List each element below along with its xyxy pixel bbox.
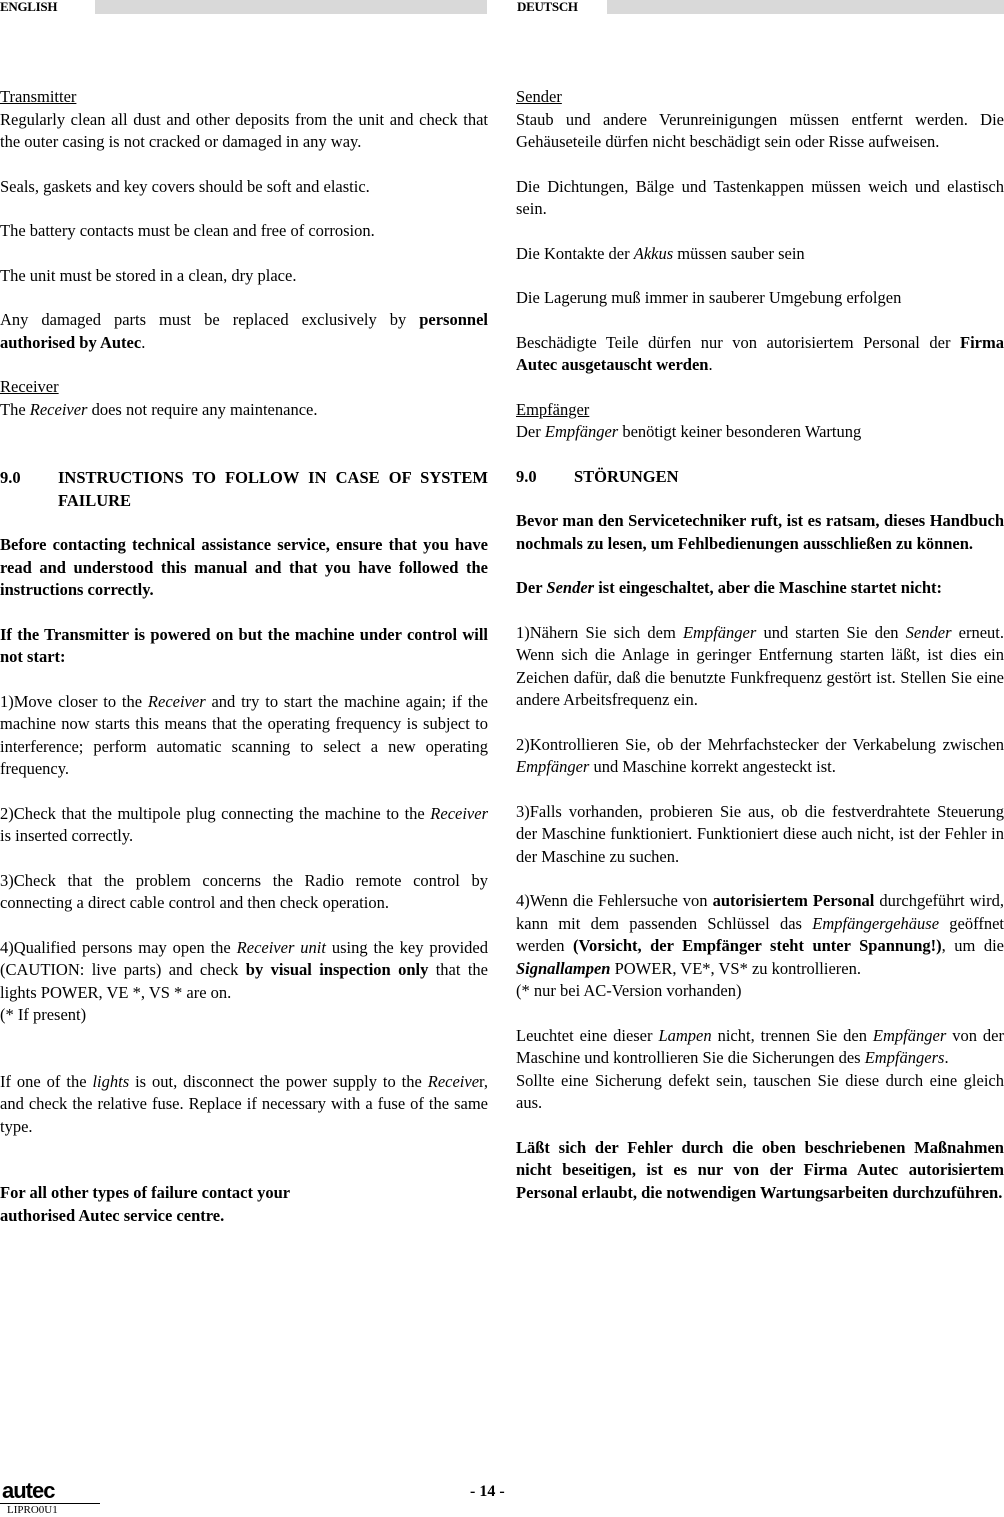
empfaenger-heading: Empfänger (516, 399, 590, 419)
en-step-4-note: (* If present) (0, 1005, 87, 1024)
svg-text:autec: autec (2, 1482, 55, 1502)
de-step-2: 2)Kontrollieren Sie, ob der Mehrfachstecker der Verkabelung zwischen Empfänger und Maschine korrekt angesteckt ist. (516, 734, 1004, 776)
en-section-heading: 9.0 INSTRUCTIONS TO FOLLOW IN CASE OF SYSTEM FAILURE (0, 468, 488, 510)
de-para-fuse: Sollte eine Sicherung defekt sein, tauschen Sie diese durch eine gleich aus. (516, 1070, 1004, 1112)
de-para-storage: Die Lagerung muß immer in sauberer Umgebung erfolgen (516, 288, 902, 307)
en-final-line-2: authorised Autec service centre. (0, 1205, 225, 1225)
header-lang-english: ENGLISH (0, 0, 58, 14)
de-step-1: 1)Nähern Sie sich dem Empfänger und starten Sie den Sender erneut. Wenn sich die Anlage in geringer Entfernung starten läßt, ist dies ein Zeichen dafür, daß die benutzte Funkfrequenz gestört ist. Stellen Sie eine andere Arbeitsfrequenz ein. (516, 622, 1004, 709)
header-lang-deutsch: DEUTSCH (517, 0, 578, 14)
de-para-receiver: Der Empfänger benötigt keiner besonderen Wartung (516, 422, 862, 441)
en-step-4: 4)Qualified persons may open the Receiver unit using the key provided (CAUTION: live parts) and check by visual inspection only that the lights POWER, VE *, VS * are on. (0, 937, 489, 1002)
en-para-clean: Regularly clean all dust and other deposits from the unit and check that the outer casing is not cracked or damaged in any way. (0, 109, 488, 151)
document-code: LIPRO0U1 (0, 1503, 100, 1517)
en-para-receiver: The Receiver does not require any maintenance. (0, 399, 318, 419)
de-para-lamps: Leuchtet eine dieser Lampen nicht, trennen Sie den Empfänger von der Maschine und kontrollieren Sie die Sicherungen des Empfängers. (516, 1025, 1004, 1067)
de-bold-condition: Der Sender ist eingeschaltet, aber die Maschine startet nicht: (516, 578, 943, 597)
de-step-4: 4)Wenn die Fehlersuche von autorisiertem Personal durchgeführt wird, kann mit dem passenden Schlüssel das Empfängergehäuse geöffnet werden (Vorsicht, der Empfänger steht unter Spannung!), um die Signallampen POWER, VE*, VS* zu kontrollieren. (516, 891, 1004, 978)
de-step-3: 3)Falls vorhanden, probieren Sie aus, ob die festverdrahtete Steuerung der Maschine funktioniert. Funktioniert diese auch nicht, ist der Fehler in der Maschine zu suchen. (516, 801, 1004, 866)
en-step-3: 3)Check that the problem concerns the Radio remote control by connecting a direct cable control and then check operation. (0, 870, 488, 912)
en-para-damaged: Any damaged parts must be replaced exclusively by personnel authorised by Autec. (0, 310, 488, 352)
en-bold-condition: If the Transmitter is powered on but the machine under control will not start: (0, 624, 488, 666)
german-column (516, 86, 1004, 1204)
en-para-seals: Seals, gaskets and key covers should be soft and elastic. (0, 176, 370, 196)
de-step-4-note: (* nur bei AC-Version vorhanden) (516, 981, 742, 1000)
sender-heading: Sender (516, 87, 562, 106)
page-number: - 14 - (470, 1483, 505, 1500)
de-para-damaged: Beschädigte Teile dürfen nur von autorisiertem Personal der Firma Autec ausgetauscht werden. (516, 332, 1004, 374)
de-para-seals: Die Dichtungen, Bälge und Tastenkappen müssen weich und elastisch sein. (516, 176, 1004, 218)
receiver-heading: Receiver (0, 377, 59, 396)
de-final-bold: Läßt sich der Fehler durch die oben beschriebenen Maßnahmen nicht beseitigen, ist es nur von der Firma Autec autorisiertem Personal erlaubt, die notwendigen Wartungsarbeiten durchzuführen. (516, 1137, 1004, 1202)
de-bold-intro: Bevor man den Servicetechniker ruft, ist es ratsam, dieses Handbuch nochmals zu lesen, um Fehlbedienungen ausschließen zu können. (516, 511, 1004, 553)
de-para-battery: Die Kontakte der Akkus müssen sauber sein (516, 243, 805, 263)
header-bar-right (607, 0, 1004, 14)
header-bar-left (95, 0, 487, 14)
en-para-battery: The battery contacts must be clean and free of corrosion. (0, 221, 375, 240)
transmitter-heading: Transmitter (0, 87, 77, 106)
de-para-clean: Staub und andere Verunreinigungen müssen entfernt werden. Die Gehäuseteile dürfen nicht beschädigt sein oder Risse aufweisen. (516, 109, 1004, 151)
en-para-lights: If one of the lights is out, disconnect the power supply to the Receiver, and check the relative fuse. Replace if necessary with a fuse of the same type. (0, 1071, 488, 1136)
en-step-2: 2)Check that the multipole plug connecting the machine to the Receiver is inserted correctly. (0, 803, 488, 845)
en-step-1: 1)Move closer to the Receiver and try to start the machine again; if the machine now starts this means that the operating frequency is subject to interference; perform automatic scanning to select a new operating frequency. (0, 691, 488, 778)
english-column (0, 86, 488, 1227)
en-final-line-1: For all other types of failure contact your (0, 1183, 291, 1202)
en-bold-intro: Before contacting technical assistance service, ensure that you have read and understood this manual and that you have followed the instructions correctly. (0, 535, 488, 599)
de-section-heading: 9.0 STÖRUNGEN (516, 466, 679, 486)
autec-logo (0, 1482, 100, 1502)
en-para-storage: The unit must be stored in a clean, dry place. (0, 265, 297, 285)
